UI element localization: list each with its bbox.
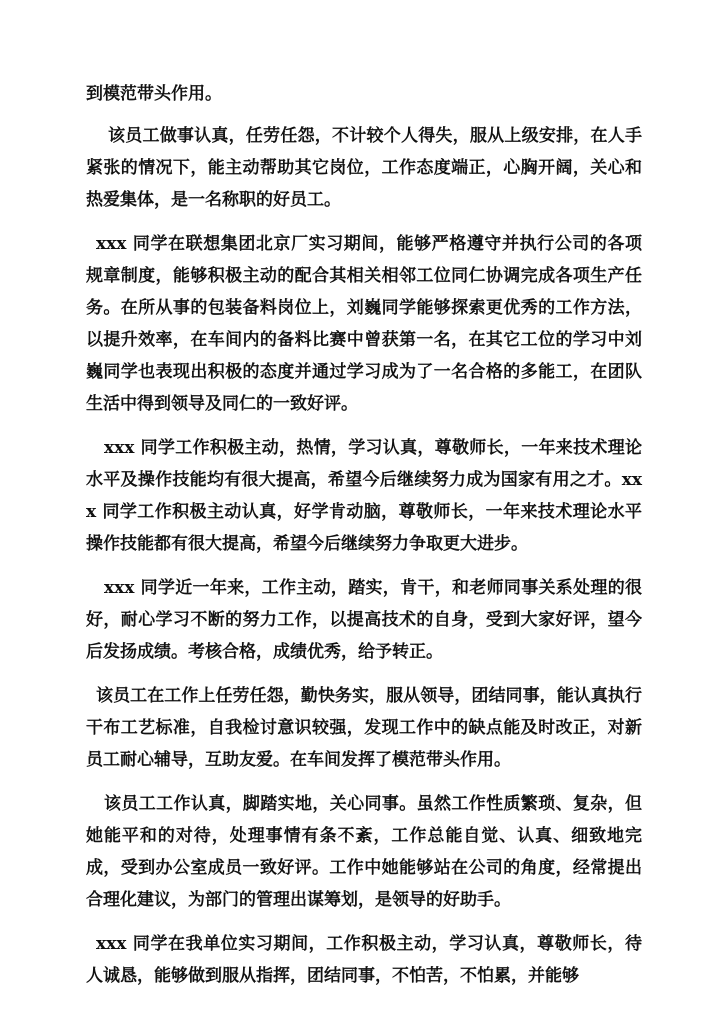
paragraph-4: xxx 同学工作积极主动，热情，学习认真，尊敬师长，一年来技术理论水平及操作技能均有很大提高，希望今后继续努力成为国家有用之才。xxx 同学工作积极主动认真，好学肯动脑，尊敬师长，一年来技术理论水平操作技能都有很大提高，希望今后继续努力争取更大进步。: [86, 438, 642, 554]
paragraph-3: xxx 同学在联想集团北京厂实习期间，能够严格遵守并执行公司的各项规章制度，能够积极主动的配合其相关相邻工位同仁协调完成各项生产任务。在所从事的包装备料岗位上，刘巍同学能够探索更优秀的工作方法，以提升效率，在车间内的备料比赛中曾获第一名，在其它工位的学习中刘巍同学也表现出积极的态度并通过学习成为了一名合格的多能工，在团队生活中得到领导及同仁的一致好评。: [86, 234, 642, 414]
paragraph-2: 该员工做事认真，任劳任怨，不计较个人得失，服从上级安排，在人手紧张的情况下，能主动帮助其它岗位，工作态度端正，心胸开阔，关心和热爱集体，是一名称职的好员工。: [86, 126, 642, 210]
paragraph-8: xxx 同学在我单位实习期间，工作积极主动，学习认真，尊敬师长，待人诚恳，能够做到服从指挥，团结同事，不怕苦，不怕累，并能够: [86, 934, 642, 986]
paragraph-6: 该员工在工作上任劳任怨，勤快务实，服从领导，团结同事，能认真执行干布工艺标准，自我检讨意识较强，发现工作中的缺点能及时改正，对新员工耐心辅导，互助友爱。在车间发挥了模范带头作用。: [86, 686, 642, 770]
paragraph-7: 该员工工作认真，脚踏实地，关心同事。虽然工作性质繁琐、复杂，但她能平和的对待，处理事情有条不紊，工作总能自觉、认真、细致地完成，受到办公室成员一致好评。工作中她能够站在公司的角度，经常提出合理化建议，为部门的管理出谋筹划，是领导的好助手。: [86, 794, 642, 910]
paragraph-1: 到模范带头作用。: [86, 84, 222, 104]
paragraph-5: xxx 同学近一年来，工作主动，踏实，肯干，和老师同事关系处理的很好，耐心学习不断的努力工作，以提高技术的自身，受到大家好评，望今后发扬成绩。考核合格，成绩优秀，给予转正。: [86, 578, 642, 662]
document-page: [86, 78, 642, 1004]
